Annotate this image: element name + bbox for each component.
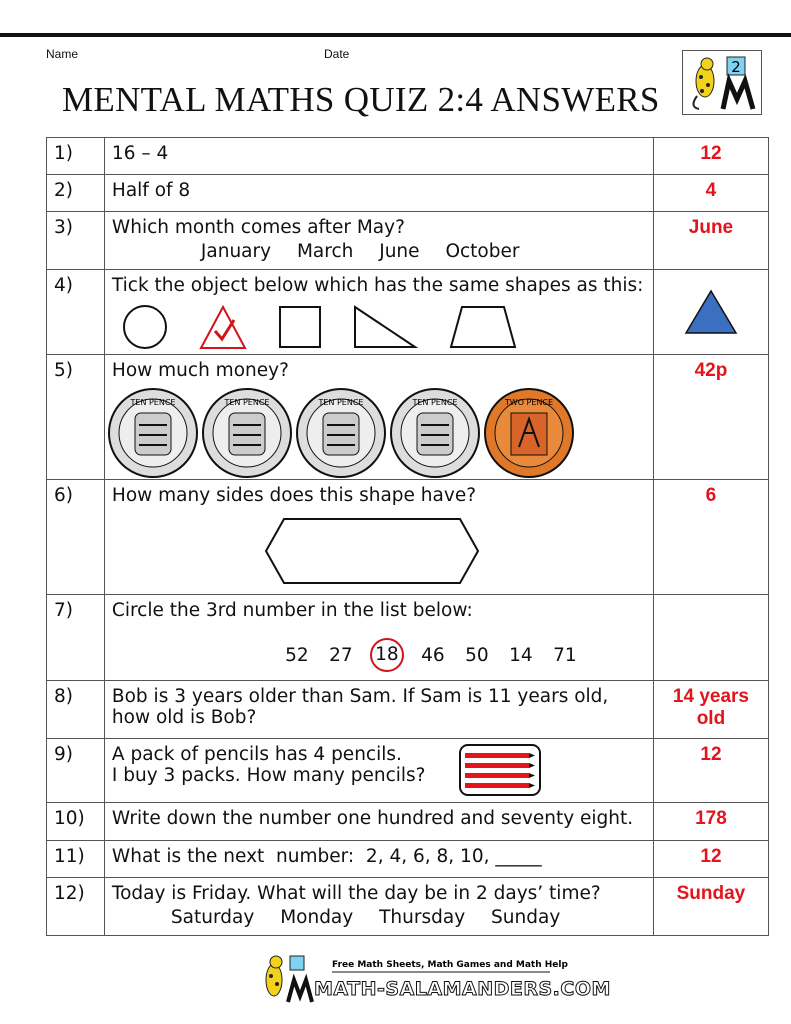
option: Monday — [280, 907, 354, 928]
question-row — [47, 270, 769, 355]
page-title: MENTAL MATHS QUIZ 2:4 ANSWERS — [62, 80, 660, 119]
circled-number: 18 — [370, 638, 404, 672]
question-number: 12) — [47, 878, 105, 936]
question-number: 6) — [47, 480, 105, 595]
question-number: 7) — [47, 595, 105, 681]
question-text: 16 – 4 — [104, 138, 653, 175]
grade-logo — [682, 50, 762, 115]
option: June — [379, 241, 420, 262]
square-shape — [278, 305, 322, 349]
question-text: How many sides does this shape have? — [111, 485, 477, 506]
date-label: Date — [324, 47, 350, 61]
svg-text:TEN PENCE: TEN PENCE — [318, 398, 364, 407]
svg-text:TEN PENCE: TEN PENCE — [224, 398, 270, 407]
number-list — [282, 641, 653, 669]
right-triangle-shape — [352, 304, 418, 350]
list-number: 71 — [553, 644, 577, 666]
logo-number: 2 — [731, 58, 741, 76]
hexagon-shape — [262, 516, 482, 586]
ten-pence-coin — [295, 387, 387, 479]
two-pence-coin — [483, 387, 575, 479]
top-rule — [0, 33, 791, 37]
question-number: 11) — [47, 841, 105, 878]
question-text: How much money? — [111, 360, 289, 381]
answer: 178 — [653, 803, 768, 841]
option: October — [445, 241, 520, 262]
target-triangle — [683, 288, 739, 336]
question-text: Write down the number one hundred and seventy eight. — [104, 803, 653, 841]
answer: 12 — [653, 841, 768, 878]
answer: 4 — [653, 175, 768, 212]
list-number: 14 — [509, 644, 533, 666]
question-number: 1) — [47, 138, 105, 175]
question-row — [47, 355, 769, 480]
list-number: 52 — [285, 644, 309, 666]
question-text: A pack of pencils has 4 pencils. — [111, 744, 402, 765]
month-options — [192, 241, 653, 262]
list-number: 46 — [421, 644, 445, 666]
option: March — [296, 241, 354, 262]
answer: June — [653, 212, 768, 270]
question-row — [47, 803, 769, 841]
question-row — [47, 595, 769, 681]
answer: 42p — [694, 360, 728, 381]
question-number: 10) — [47, 803, 105, 841]
quiz-table — [46, 137, 769, 936]
question-row — [47, 212, 769, 270]
question-number: 2) — [47, 175, 105, 212]
question-text: Which month comes after May? — [111, 217, 405, 238]
ten-pence-coin — [201, 387, 293, 479]
list-number: 27 — [329, 644, 353, 666]
question-row — [47, 878, 769, 936]
question-number: 3) — [47, 212, 105, 270]
question-row — [47, 739, 769, 803]
ten-pence-coin — [389, 387, 481, 479]
answer: 12 — [653, 739, 768, 803]
pencil-pack-icon — [459, 744, 541, 796]
answer: 6 — [705, 485, 717, 506]
question-number: 8) — [47, 681, 105, 739]
svg-text:TWO PENCE: TWO PENCE — [504, 398, 553, 407]
footer-tagline: Free Math Sheets, Math Games and Math Help — [332, 960, 568, 970]
question-text: What is the next number: 2, 4, 6, 8, 10, _____ — [104, 841, 653, 878]
question-row — [47, 841, 769, 878]
question-text-line2: how old is Bob? — [111, 707, 257, 728]
footer-site: MATH-SALAMANDERS.COM — [314, 978, 611, 1000]
question-row — [47, 480, 769, 595]
option: Thursday — [379, 907, 466, 928]
trapezium-shape — [448, 304, 518, 350]
svg-text:TEN PENCE: TEN PENCE — [412, 398, 458, 407]
coin-row — [107, 387, 653, 479]
ten-pence-coin — [107, 387, 199, 479]
question-text: Bob is 3 years older than Sam. If Sam is 11 years old, — [111, 686, 609, 707]
question-row — [47, 175, 769, 212]
shape-options — [122, 304, 653, 350]
question-text-line2: I buy 3 packs. How many pencils? — [111, 765, 426, 786]
question-number: 4) — [47, 270, 105, 355]
question-number: 5) — [47, 355, 105, 480]
answer: 14 years — [672, 686, 749, 707]
svg-text:TEN PENCE: TEN PENCE — [130, 398, 176, 407]
answer: 12 — [653, 138, 768, 175]
tick-icon — [215, 320, 234, 339]
option: Sunday — [491, 907, 561, 928]
name-label: Name — [46, 47, 79, 61]
question-number: 9) — [47, 739, 105, 803]
question-row — [47, 138, 769, 175]
day-options — [162, 907, 653, 928]
question-text: Today is Friday. What will the day be in 2 days’ time? — [111, 883, 601, 904]
question-text: Tick the object below which has the same shapes as this: — [111, 275, 644, 296]
option: January — [200, 241, 272, 262]
footer-logo[interactable] — [260, 950, 611, 1005]
list-number: 50 — [465, 644, 489, 666]
answer: Sunday — [653, 878, 768, 936]
option: Saturday — [170, 907, 255, 928]
question-text: Circle the 3rd number in the list below: — [111, 600, 473, 621]
answer-line2: old — [696, 708, 726, 729]
question-text: Half of 8 — [104, 175, 653, 212]
triangle-shape-ticked — [198, 304, 248, 350]
circle-shape — [122, 304, 168, 350]
question-row — [47, 681, 769, 739]
